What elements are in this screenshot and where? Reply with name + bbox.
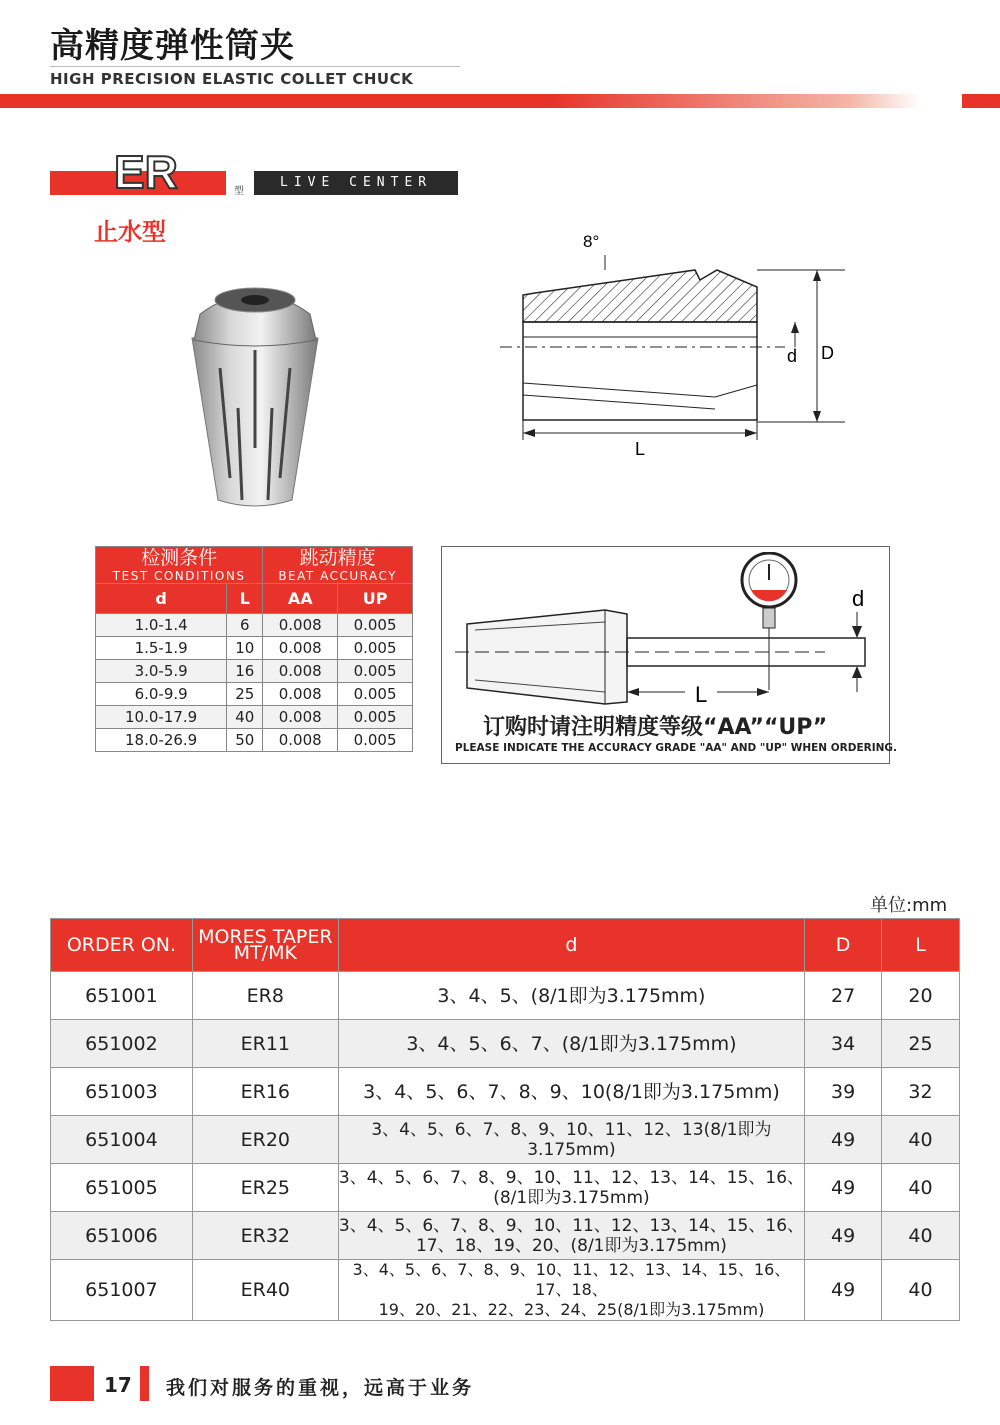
- table-row: [51, 1212, 960, 1260]
- header-order: ORDER ON.: [51, 919, 193, 972]
- cell-d: 3、4、5、6、7、8、9、10、11、12、13、14、15、16、 17、18、19、20、(8/1即为3.175mm): [338, 1212, 804, 1260]
- footer-divider: [140, 1366, 149, 1401]
- table-row: [96, 614, 413, 637]
- collet-drawing: [495, 225, 865, 465]
- cell-d: 3、4、5、6、7、8、9、10(8/1即为3.175mm): [338, 1068, 804, 1116]
- header-band-end: [962, 94, 1000, 108]
- title-divider: [50, 66, 460, 67]
- cell-UP: 0.005: [338, 706, 413, 729]
- cell-D: 39: [805, 1068, 882, 1116]
- cell-L: 40: [882, 1260, 960, 1321]
- cell-taper: ER40: [192, 1260, 338, 1321]
- table-row: [96, 706, 413, 729]
- cell-order: 651004: [51, 1116, 193, 1164]
- collet-photo: [180, 278, 330, 514]
- cell-L: 25: [882, 1020, 960, 1068]
- angle-label: 8°: [583, 232, 600, 251]
- cell-d: 3、4、5、(8/1即为3.175mm): [338, 972, 804, 1020]
- cell-d: 6.0-9.9: [96, 683, 227, 706]
- subheader-L: L: [227, 584, 263, 614]
- cell-AA: 0.008: [263, 660, 338, 683]
- model-label: ER: [114, 146, 178, 198]
- cell-D: 49: [805, 1164, 882, 1212]
- cell-L: 10: [227, 637, 263, 660]
- cell-L: 6: [227, 614, 263, 637]
- cell-order: 651001: [51, 972, 193, 1020]
- cell-L: 40: [882, 1212, 960, 1260]
- page-number: 17: [104, 1373, 132, 1397]
- accuracy-table: [95, 546, 413, 752]
- table-row: [51, 972, 960, 1020]
- unit-label: 单位:mm: [870, 895, 948, 916]
- table-row: [51, 1116, 960, 1164]
- beat-accuracy-header: 跳动精度 BEAT ACCURACY: [263, 547, 413, 584]
- table-row: [96, 637, 413, 660]
- table-row: [96, 683, 413, 706]
- footer-slogan: 我们对服务的重视，远高于业务: [166, 1377, 475, 1399]
- header-band: [0, 94, 1000, 108]
- gauge-diagram: [455, 552, 885, 707]
- cell-AA: 0.008: [263, 729, 338, 752]
- subheader-AA: AA: [263, 584, 338, 614]
- cell-UP: 0.005: [338, 660, 413, 683]
- cell-L: 40: [882, 1164, 960, 1212]
- table-row: [96, 660, 413, 683]
- order-note-cn: 订购时请注明精度等级“AA”“UP”: [483, 715, 828, 740]
- footer-red-block: [50, 1366, 94, 1401]
- section-subtitle: LIVE CENTER: [254, 171, 458, 195]
- order-table: [50, 918, 960, 1321]
- cell-order: 651007: [51, 1260, 193, 1321]
- table-row: [51, 1068, 960, 1116]
- page-title: 高精度弹性筒夹: [50, 26, 295, 66]
- cell-D: 27: [805, 972, 882, 1020]
- cell-L: 40: [227, 706, 263, 729]
- cell-d: 1.5-1.9: [96, 637, 227, 660]
- cell-order: 651006: [51, 1212, 193, 1260]
- d-label: d: [787, 346, 798, 366]
- order-note-en: PLEASE INDICATE THE ACCURACY GRADE "AA" AND "UP" WHEN ORDERING.: [455, 742, 898, 754]
- cell-taper: ER16: [192, 1068, 338, 1116]
- cell-d: 3.0-5.9: [96, 660, 227, 683]
- table-row: [51, 1164, 960, 1212]
- cell-AA: 0.008: [263, 706, 338, 729]
- subheader-UP: UP: [338, 584, 413, 614]
- page-subtitle: HIGH PRECISION ELASTIC COLLET CHUCK: [50, 70, 414, 88]
- header-D: D: [805, 919, 882, 972]
- cell-D: 34: [805, 1020, 882, 1068]
- test-conditions-header: 检测条件 TEST CONDITIONS: [96, 547, 263, 584]
- cell-L: 50: [227, 729, 263, 752]
- cell-d: 3、4、5、6、7、(8/1即为3.175mm): [338, 1020, 804, 1068]
- header-L: L: [882, 919, 960, 972]
- cell-AA: 0.008: [263, 614, 338, 637]
- cell-L: 20: [882, 972, 960, 1020]
- table-row: [96, 729, 413, 752]
- header-taper: MORES TAPER MT/MK: [192, 919, 338, 972]
- L-label: L: [635, 439, 646, 459]
- cell-L: 16: [227, 660, 263, 683]
- cell-order: 651003: [51, 1068, 193, 1116]
- cell-D: 49: [805, 1212, 882, 1260]
- cell-L: 40: [882, 1116, 960, 1164]
- cell-L: 32: [882, 1068, 960, 1116]
- cell-taper: ER11: [192, 1020, 338, 1068]
- cell-taper: ER32: [192, 1212, 338, 1260]
- cell-order: 651002: [51, 1020, 193, 1068]
- cell-taper: ER25: [192, 1164, 338, 1212]
- cell-UP: 0.005: [338, 637, 413, 660]
- cell-L: 25: [227, 683, 263, 706]
- table-row: [51, 1020, 960, 1068]
- gauge-d-label: d: [852, 586, 865, 611]
- subheader-d: d: [96, 584, 227, 614]
- cell-UP: 0.005: [338, 614, 413, 637]
- cell-order: 651005: [51, 1164, 193, 1212]
- model-suffix: 型: [234, 186, 244, 197]
- type-label: 止水型: [94, 218, 166, 246]
- cell-AA: 0.008: [263, 637, 338, 660]
- header-d: d: [338, 919, 804, 972]
- cell-UP: 0.005: [338, 683, 413, 706]
- cell-AA: 0.008: [263, 683, 338, 706]
- cell-taper: ER8: [192, 972, 338, 1020]
- cell-d: 1.0-1.4: [96, 614, 227, 637]
- cell-d: 3、4、5、6、7、8、9、10、11、12、13、14、15、16、17、18、 19、20、21、22、23、24、25(8/1即为3.175mm): [338, 1260, 804, 1321]
- cell-d: 3、4、5、6、7、8、9、10、11、12、13、14、15、16、 (8/1即为3.175mm): [338, 1164, 804, 1212]
- cell-taper: ER20: [192, 1116, 338, 1164]
- cell-D: 49: [805, 1116, 882, 1164]
- cell-d: 18.0-26.9: [96, 729, 227, 752]
- table-row: [51, 1260, 960, 1321]
- D-label: D: [821, 343, 834, 363]
- cell-d: 3、4、5、6、7、8、9、10、11、12、13(8/1即为3.175mm): [338, 1116, 804, 1164]
- cell-UP: 0.005: [338, 729, 413, 752]
- gauge-L-label: L: [695, 682, 708, 707]
- cell-D: 49: [805, 1260, 882, 1321]
- cell-d: 10.0-17.9: [96, 706, 227, 729]
